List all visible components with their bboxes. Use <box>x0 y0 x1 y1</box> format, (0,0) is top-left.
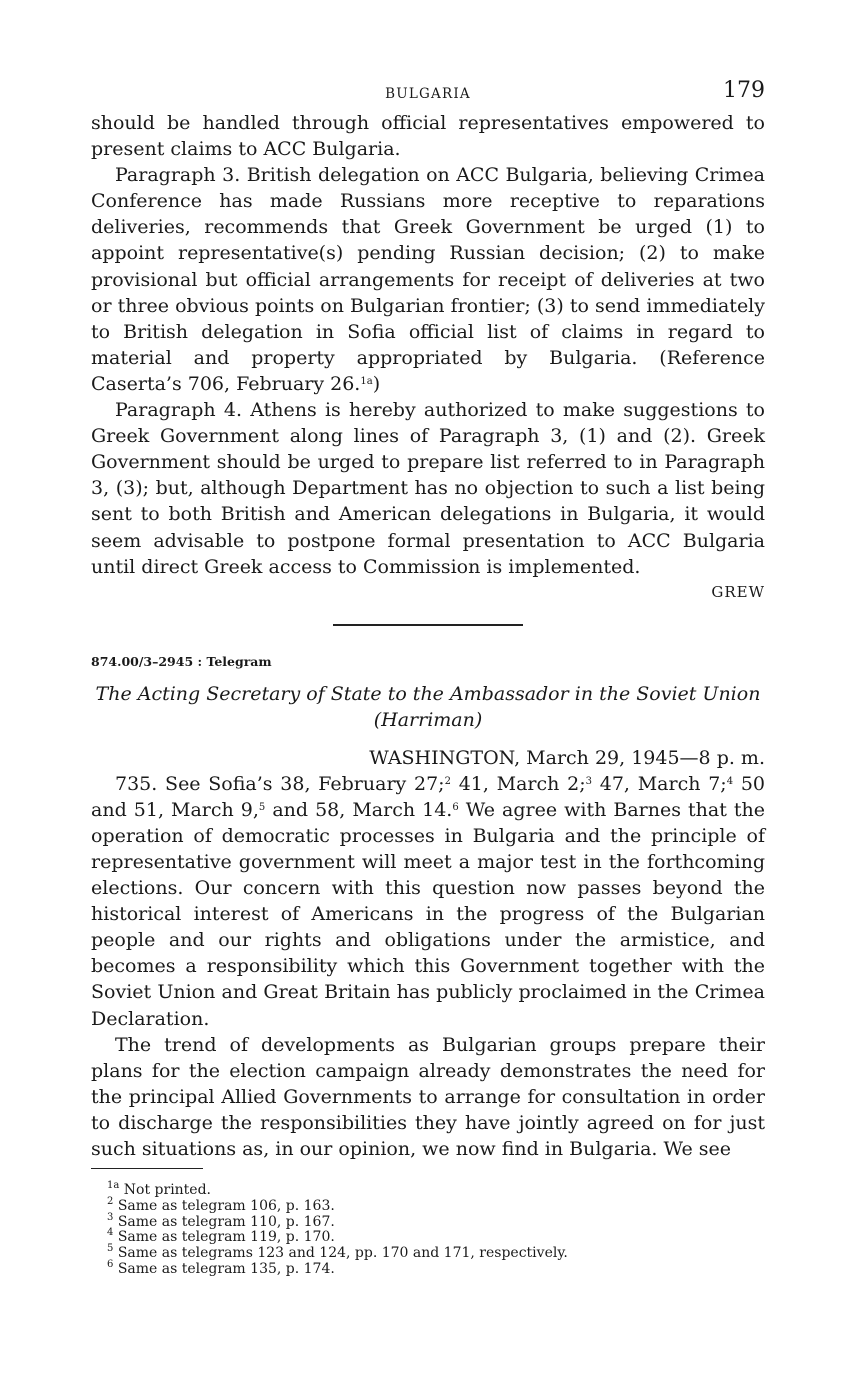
footnote-ref-3: 3 <box>585 775 593 787</box>
paragraph-4: Paragraph 4. Athens is hereby authorized to make suggestions to Greek Government along lines of Paragraph 3, (1) and (2). Greek Government should be urged to prepare list referred to in Paragraph 3, (3); but, although Department has no objection to such a list being sent to both British and American delegations in Bulgaria, it would seem advisable to postpone formal presentation to ACC Bulgaria until direct Greek access to Commission is implemented. <box>91 399 765 578</box>
running-title: BULGARIA <box>385 86 471 102</box>
paragraph-3-close: ) <box>372 372 381 395</box>
footnote-divider <box>91 1168 203 1169</box>
footnote-mark: 2 <box>107 1195 114 1207</box>
page-number: 179 <box>723 78 765 103</box>
telegram-text: and 58, March 14. <box>265 798 453 821</box>
paragraph-3-text: Paragraph 3. British delegation on ACC Bulgaria, believing Crimea Conference has made Russians more receptive to reparations deliveries, recommends that Greek Government be urged (1) to appoint representative(s) pending Russian decision; (2) to make provisional but official arrangements for receipt of deliveries at two or three obvious points on Bulgarian frontier; (3) to send immediately to British delegation in Sofia official list of claims in regard to material and property appropriated by Bulgaria. (Reference Caserta’s 706, February 26. <box>91 164 765 395</box>
telegram-text: We agree with Barnes that the operation of democratic processes in Bulgaria and the principle of representative government will meet a major test in the forthcoming elections. Our concern with this question now passes beyond the historical interest of Americans in the progress of the Bulgarian people and our rights and obligations under the armistice, and becomes a responsibility which this Government together with the Soviet Union and Great Britain has publicly proclaimed in the Crimea Declaration. <box>91 798 765 1030</box>
document-page <box>91 76 765 1278</box>
footnote-text: Same as telegram 119, p. 170. <box>117 1229 335 1246</box>
telegram-text: 47, March 7; <box>592 772 727 795</box>
continued-paragraph: should be handled through official representatives empowered to present claims to ACC Bulgaria. <box>91 112 765 161</box>
footnote-mark: 3 <box>107 1211 114 1223</box>
document-title-line-2: (Harriman) <box>373 708 483 731</box>
telegram-text: 50 and 51, March 9, <box>91 772 765 821</box>
footnote-text: Same as telegram 106, p. 163. <box>117 1197 335 1214</box>
footnote-text: Same as telegram 135, p. 174. <box>117 1261 335 1278</box>
footnote-mark: 5 <box>107 1243 114 1255</box>
paragraph-3 <box>91 162 765 397</box>
footnote-text: Not printed. <box>123 1182 212 1199</box>
footnote-mark: 6 <box>107 1259 114 1271</box>
document-title-line-1: The Acting Secretary of State to the Ambassador in the Soviet Union <box>95 682 761 705</box>
telegram-paragraph-2: The trend of developments as Bulgarian groups prepare their plans for the election campaign already demonstrates the need for the principal Allied Governments to arrange for consultation in order to discharge the responsibilities they have jointly agreed on for just such situations as, in our opinion, we now find in Bulgaria. We see <box>91 1033 765 1160</box>
footnote <box>107 1180 765 1199</box>
footnote-ref-5: 5 <box>258 801 266 813</box>
telegram-text: 735. See Sofia’s 38, February 27; <box>115 772 445 795</box>
page-header <box>91 76 765 110</box>
file-reference: 874.00/3–2945 : Telegram <box>91 653 272 669</box>
signature: GREW <box>711 582 765 601</box>
footnote <box>107 1259 765 1278</box>
dateline: WASHINGTON, March 29, 1945—8 p. m. <box>369 746 765 769</box>
section-divider <box>333 624 523 626</box>
telegram-paragraph-1 <box>91 771 765 1032</box>
footnote-ref-4: 4 <box>726 775 734 787</box>
footnote-text: Same as telegram 110, p. 167. <box>117 1213 335 1230</box>
document-title <box>91 681 765 733</box>
footnote <box>107 1195 765 1215</box>
footnote-mark: 4 <box>107 1227 114 1239</box>
footnote <box>107 1227 765 1246</box>
footnote-ref-6: 6 <box>452 801 459 813</box>
footnote-text: Same as telegrams 123 and 124, pp. 170 and 171, respectively. <box>117 1245 568 1262</box>
footnote-ref-1a: 1a <box>360 375 373 387</box>
telegram-text: 41, March 2; <box>450 772 586 795</box>
footnote-mark: 1a <box>107 1180 120 1192</box>
footnote <box>107 1243 765 1262</box>
footnote-ref-2: 2 <box>444 775 451 787</box>
footnotes <box>91 1180 765 1278</box>
